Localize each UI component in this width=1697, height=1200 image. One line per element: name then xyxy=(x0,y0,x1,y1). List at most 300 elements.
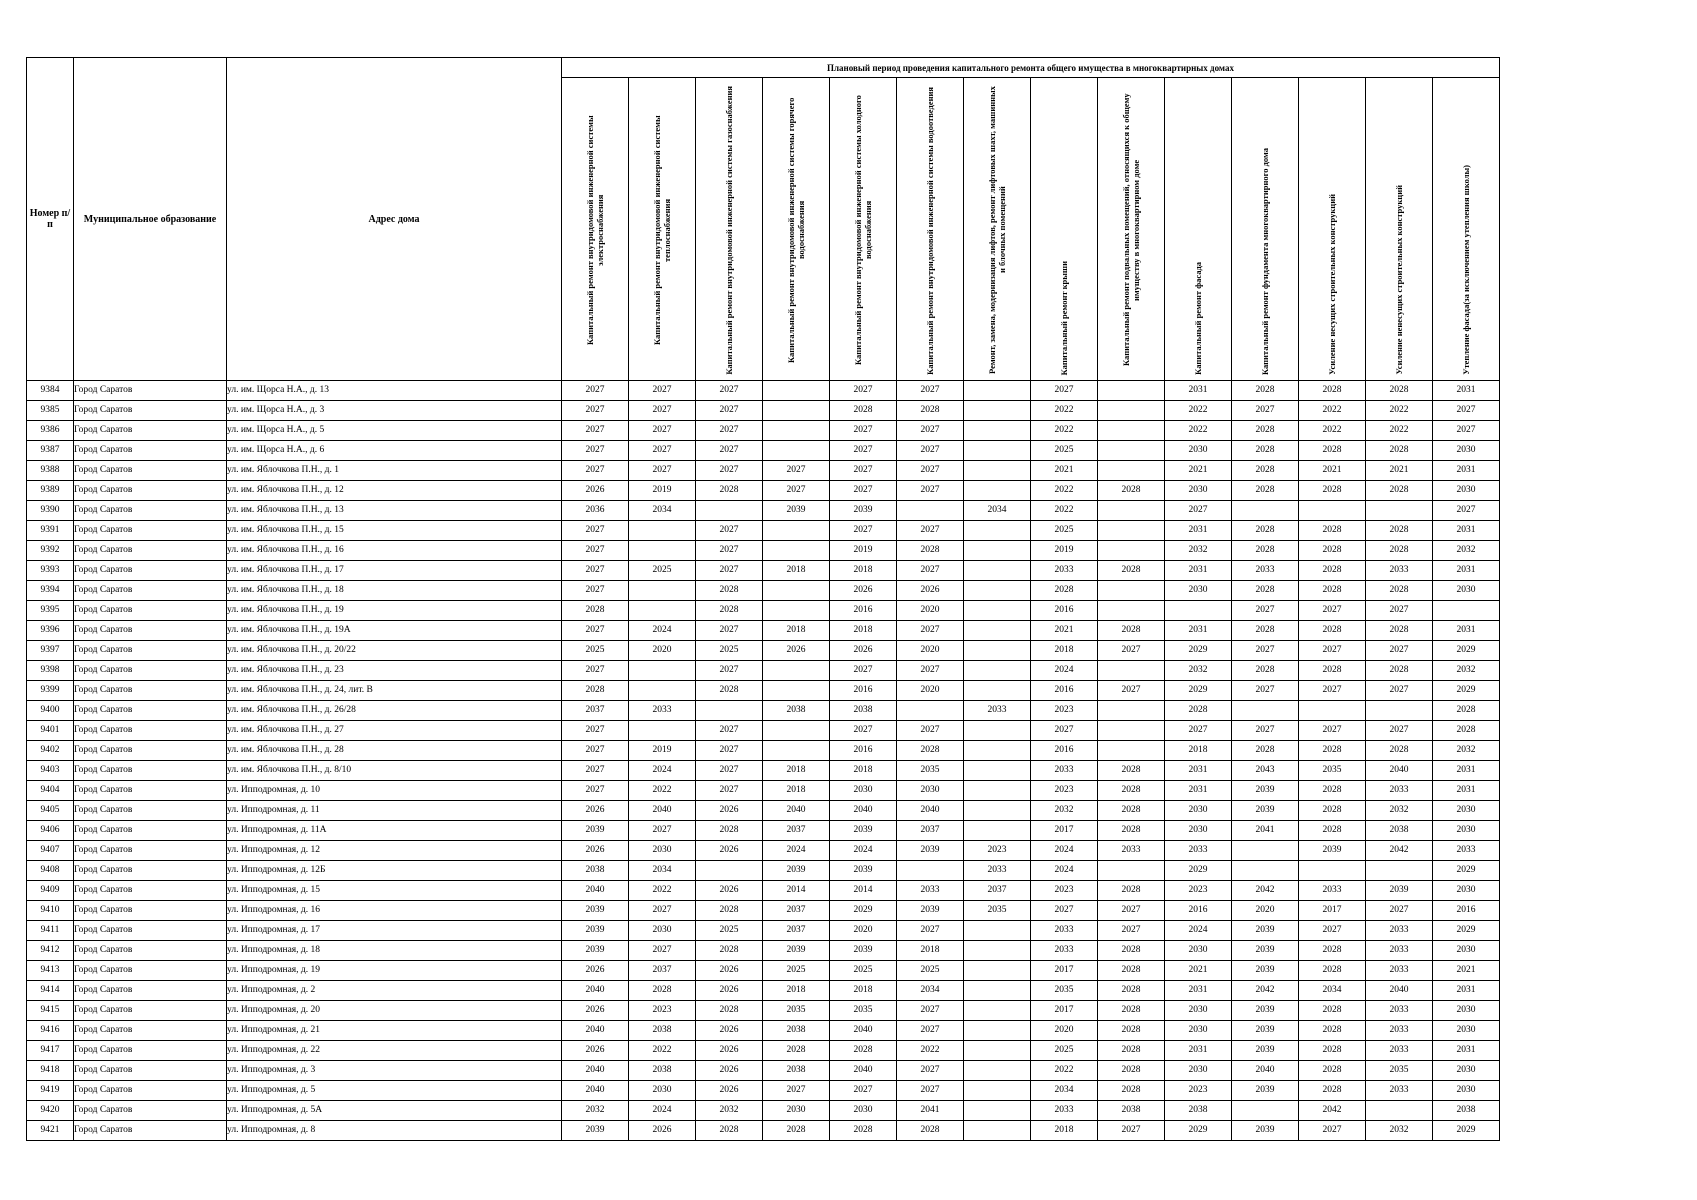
row-year xyxy=(964,721,1031,741)
row-year: 2028 xyxy=(1366,581,1433,601)
header-work-5 xyxy=(830,78,897,381)
row-number: 9412 xyxy=(27,941,74,961)
row-address: ул. им. Яблочкова П.Н., д. 23 xyxy=(227,661,562,681)
row-year: 2037 xyxy=(763,901,830,921)
header-work-label: Усиление несущих строительных конструкций xyxy=(1327,194,1337,375)
row-address: ул. Ипподромная, д. 5А xyxy=(227,1101,562,1121)
row-year: 2026 xyxy=(629,1121,696,1141)
row-year: 2033 xyxy=(1031,1101,1098,1121)
row-municipality: Город Саратов xyxy=(74,741,227,761)
row-year: 2022 xyxy=(629,781,696,801)
row-year: 2028 xyxy=(1165,701,1232,721)
row-year: 2019 xyxy=(629,481,696,501)
row-year: 2031 xyxy=(1165,1041,1232,1061)
row-year: 2042 xyxy=(1232,881,1299,901)
row-number: 9389 xyxy=(27,481,74,501)
row-year: 2027 xyxy=(897,1081,964,1101)
row-year: 2027 xyxy=(1299,921,1366,941)
row-year xyxy=(1366,501,1433,521)
row-year: 2040 xyxy=(897,801,964,821)
row-year xyxy=(964,981,1031,1001)
row-year: 2030 xyxy=(1165,1021,1232,1041)
table-row xyxy=(27,861,1500,881)
row-year: 2031 xyxy=(1433,981,1500,1001)
row-year: 2033 xyxy=(1433,841,1500,861)
row-year: 2028 xyxy=(696,1121,763,1141)
row-year: 2027 xyxy=(1366,721,1433,741)
header-work-label: Капитальный ремонт фасада xyxy=(1193,262,1203,375)
row-year: 2028 xyxy=(1098,781,1165,801)
row-year: 2028 xyxy=(1299,661,1366,681)
row-address: ул. Ипподромная, д. 8 xyxy=(227,1121,562,1141)
table-row xyxy=(27,661,1500,681)
row-year: 2027 xyxy=(696,721,763,741)
row-year: 2028 xyxy=(1098,941,1165,961)
row-year: 2028 xyxy=(1299,801,1366,821)
row-number: 9384 xyxy=(27,381,74,401)
row-year: 2030 xyxy=(1165,1061,1232,1081)
header-work-4 xyxy=(763,78,830,381)
row-year xyxy=(1232,841,1299,861)
row-year: 2026 xyxy=(830,641,897,661)
row-year xyxy=(1098,741,1165,761)
row-year: 2028 xyxy=(1299,1061,1366,1081)
row-year: 2033 xyxy=(1366,1081,1433,1101)
row-year: 2038 xyxy=(763,1061,830,1081)
header-work-2 xyxy=(629,78,696,381)
row-year: 2042 xyxy=(1366,841,1433,861)
table-row xyxy=(27,841,1500,861)
row-year: 2033 xyxy=(1031,561,1098,581)
row-year: 2027 xyxy=(1299,601,1366,621)
row-year: 2017 xyxy=(1031,1001,1098,1021)
row-year xyxy=(629,721,696,741)
table-row xyxy=(27,741,1500,761)
row-year: 2039 xyxy=(1232,1121,1299,1141)
row-year: 2027 xyxy=(897,621,964,641)
row-year: 2031 xyxy=(1165,621,1232,641)
row-year: 2028 xyxy=(1232,541,1299,561)
table-row xyxy=(27,441,1500,461)
row-year: 2029 xyxy=(1165,681,1232,701)
row-number: 9408 xyxy=(27,861,74,881)
row-year: 2018 xyxy=(830,621,897,641)
row-year: 2022 xyxy=(1031,481,1098,501)
row-year: 2031 xyxy=(1433,1041,1500,1061)
row-year xyxy=(1098,501,1165,521)
row-year: 2024 xyxy=(629,621,696,641)
row-year: 2027 xyxy=(562,521,629,541)
row-address: ул. им. Щорса Н.А., д. 3 xyxy=(227,401,562,421)
row-year: 2028 xyxy=(1299,941,1366,961)
header-work-9 xyxy=(1098,78,1165,381)
row-number: 9406 xyxy=(27,821,74,841)
row-year: 2028 xyxy=(1098,1041,1165,1061)
row-year: 2024 xyxy=(830,841,897,861)
table-row xyxy=(27,601,1500,621)
row-year: 2035 xyxy=(1366,1061,1433,1081)
row-address: ул. Ипподромная, д. 22 xyxy=(227,1041,562,1061)
row-year: 2027 xyxy=(897,381,964,401)
row-year: 2039 xyxy=(763,501,830,521)
row-year: 2028 xyxy=(897,541,964,561)
table-row xyxy=(27,921,1500,941)
capital-repair-table xyxy=(26,57,1500,1141)
row-year xyxy=(1098,401,1165,421)
table-row xyxy=(27,801,1500,821)
row-year: 2035 xyxy=(763,1001,830,1021)
row-year: 2027 xyxy=(1232,681,1299,701)
header-work-label: Утепление фасада(за исключением утепления школы) xyxy=(1461,165,1471,375)
row-year: 2027 xyxy=(830,721,897,741)
row-number: 9393 xyxy=(27,561,74,581)
row-year: 2018 xyxy=(897,941,964,961)
row-year xyxy=(964,681,1031,701)
row-year xyxy=(763,581,830,601)
row-address: ул. Ипподромная, д. 19 xyxy=(227,961,562,981)
row-number: 9411 xyxy=(27,921,74,941)
row-year: 2027 xyxy=(897,721,964,741)
row-address: ул. Ипподромная, д. 11 xyxy=(227,801,562,821)
row-year: 2033 xyxy=(1366,941,1433,961)
row-year: 2027 xyxy=(1366,641,1433,661)
row-year: 2033 xyxy=(1366,561,1433,581)
row-year: 2031 xyxy=(1433,781,1500,801)
row-year: 2025 xyxy=(629,561,696,581)
row-year xyxy=(964,421,1031,441)
row-year xyxy=(1098,721,1165,741)
row-address: ул. Ипподромная, д. 12 xyxy=(227,841,562,861)
row-year: 2032 xyxy=(696,1101,763,1121)
row-year: 2025 xyxy=(1031,441,1098,461)
row-year: 2033 xyxy=(1299,881,1366,901)
row-year xyxy=(964,961,1031,981)
table-row xyxy=(27,401,1500,421)
row-year: 2030 xyxy=(1165,1001,1232,1021)
row-year: 2031 xyxy=(1165,781,1232,801)
row-year: 2039 xyxy=(1232,961,1299,981)
header-work-label: Капитальный ремонт внутридомовой инженерной системы электроснабжения xyxy=(585,115,605,345)
row-year: 2039 xyxy=(830,861,897,881)
row-year: 2028 xyxy=(1299,961,1366,981)
row-year: 2029 xyxy=(1165,861,1232,881)
table-row xyxy=(27,461,1500,481)
row-year: 2028 xyxy=(696,901,763,921)
row-year: 2033 xyxy=(1165,841,1232,861)
row-year: 2038 xyxy=(1098,1101,1165,1121)
row-year: 2030 xyxy=(1433,581,1500,601)
row-address: ул. им. Яблочкова П.Н., д. 20/22 xyxy=(227,641,562,661)
row-year: 2039 xyxy=(897,841,964,861)
row-year xyxy=(763,661,830,681)
row-year: 2028 xyxy=(763,1041,830,1061)
row-year: 2030 xyxy=(629,1081,696,1101)
row-year: 2033 xyxy=(629,701,696,721)
row-year xyxy=(964,541,1031,561)
row-year: 2041 xyxy=(897,1101,964,1121)
row-year: 2026 xyxy=(562,961,629,981)
row-municipality: Город Саратов xyxy=(74,1081,227,1101)
row-year: 2043 xyxy=(1232,761,1299,781)
row-number: 9410 xyxy=(27,901,74,921)
row-year: 2021 xyxy=(1031,461,1098,481)
row-year: 2025 xyxy=(1031,1041,1098,1061)
row-number: 9402 xyxy=(27,741,74,761)
row-year: 2034 xyxy=(897,981,964,1001)
row-year: 2026 xyxy=(562,481,629,501)
row-year: 2027 xyxy=(696,401,763,421)
row-year: 2025 xyxy=(696,921,763,941)
row-number: 9405 xyxy=(27,801,74,821)
row-year: 2031 xyxy=(1433,621,1500,641)
row-year: 2028 xyxy=(1098,961,1165,981)
row-year: 2027 xyxy=(696,561,763,581)
row-year: 2039 xyxy=(1232,1081,1299,1101)
row-year: 2027 xyxy=(897,921,964,941)
row-year: 2027 xyxy=(696,621,763,641)
row-year: 2018 xyxy=(830,981,897,1001)
row-year: 2025 xyxy=(1031,521,1098,541)
row-address: ул. им. Яблочкова П.Н., д. 1 xyxy=(227,461,562,481)
row-year: 2027 xyxy=(562,441,629,461)
row-year xyxy=(1366,1101,1433,1121)
row-year xyxy=(897,701,964,721)
row-year: 2028 xyxy=(1232,381,1299,401)
row-year: 2016 xyxy=(1031,601,1098,621)
row-year: 2035 xyxy=(1031,981,1098,1001)
row-address: ул. им. Яблочкова П.Н., д. 18 xyxy=(227,581,562,601)
row-year xyxy=(763,421,830,441)
row-year: 2025 xyxy=(562,641,629,661)
row-year xyxy=(897,501,964,521)
row-year: 2027 xyxy=(1366,601,1433,621)
row-year xyxy=(1098,441,1165,461)
row-year xyxy=(1165,601,1232,621)
row-year: 2022 xyxy=(1299,401,1366,421)
header-work-12 xyxy=(1299,78,1366,381)
row-year: 2038 xyxy=(629,1061,696,1081)
row-year: 2040 xyxy=(830,1021,897,1041)
row-year xyxy=(763,741,830,761)
row-year xyxy=(629,521,696,541)
row-year: 2030 xyxy=(763,1101,830,1121)
row-year: 2028 xyxy=(897,741,964,761)
row-year: 2022 xyxy=(1031,1061,1098,1081)
row-address: ул. Ипподромная, д. 17 xyxy=(227,921,562,941)
row-municipality: Город Саратов xyxy=(74,381,227,401)
row-address: ул. Ипподромная, д. 18 xyxy=(227,941,562,961)
row-year: 2027 xyxy=(1031,721,1098,741)
row-year: 2027 xyxy=(897,1001,964,1021)
row-year: 2027 xyxy=(562,461,629,481)
row-year: 2027 xyxy=(562,741,629,761)
row-year: 2040 xyxy=(830,1061,897,1081)
row-year: 2031 xyxy=(1433,381,1500,401)
row-year: 2028 xyxy=(696,581,763,601)
row-year: 2023 xyxy=(629,1001,696,1021)
row-address: ул. им. Яблочкова П.Н., д. 27 xyxy=(227,721,562,741)
row-year: 2022 xyxy=(1299,421,1366,441)
row-year: 2027 xyxy=(830,521,897,541)
row-year: 2020 xyxy=(629,641,696,661)
row-year xyxy=(1433,601,1500,621)
row-year: 2042 xyxy=(1232,981,1299,1001)
row-year: 2028 xyxy=(1232,661,1299,681)
row-year: 2026 xyxy=(562,841,629,861)
row-year: 2030 xyxy=(1165,481,1232,501)
header-work-label: Капитальный ремонт подвальных помещений, относящихся к общему имуществу в многоквартирном доме xyxy=(1121,93,1141,367)
row-municipality: Город Саратов xyxy=(74,901,227,921)
row-address: ул. Ипподромная, д. 5 xyxy=(227,1081,562,1101)
row-year xyxy=(1098,601,1165,621)
row-number: 9421 xyxy=(27,1121,74,1141)
row-year: 2031 xyxy=(1433,521,1500,541)
row-year xyxy=(1366,701,1433,721)
row-year: 2016 xyxy=(1031,681,1098,701)
header-work-7 xyxy=(964,78,1031,381)
row-year: 2030 xyxy=(1433,1081,1500,1101)
row-year xyxy=(964,741,1031,761)
row-year: 2028 xyxy=(1299,541,1366,561)
table-row xyxy=(27,961,1500,981)
row-year: 2037 xyxy=(763,921,830,941)
row-year: 2027 xyxy=(629,441,696,461)
header-work-label: Капитальный ремонт внутридомовой инженерной системы горячего водоснабжения xyxy=(786,97,806,363)
row-year xyxy=(964,561,1031,581)
row-year: 2020 xyxy=(897,641,964,661)
row-year: 2039 xyxy=(562,901,629,921)
row-year: 2033 xyxy=(964,861,1031,881)
row-year: 2017 xyxy=(1299,901,1366,921)
row-year: 2040 xyxy=(1366,981,1433,1001)
row-year: 2028 xyxy=(1433,721,1500,741)
row-year: 2028 xyxy=(1299,1021,1366,1041)
row-year: 2028 xyxy=(1232,481,1299,501)
row-year: 2027 xyxy=(696,521,763,541)
row-year: 2028 xyxy=(1098,1081,1165,1101)
row-year xyxy=(763,681,830,701)
row-year: 2030 xyxy=(1165,821,1232,841)
table-row xyxy=(27,1041,1500,1061)
table-row xyxy=(27,1081,1500,1101)
row-year xyxy=(763,541,830,561)
row-year: 2027 xyxy=(1232,641,1299,661)
row-number: 9387 xyxy=(27,441,74,461)
row-year: 2030 xyxy=(1433,801,1500,821)
row-year xyxy=(964,1041,1031,1061)
row-year: 2030 xyxy=(629,921,696,941)
table-row xyxy=(27,641,1500,661)
header-period: Плановый период проведения капитального ремонта общего имущества в многоквартирных домах xyxy=(562,58,1500,78)
row-year: 2027 xyxy=(562,581,629,601)
row-year: 2028 xyxy=(1098,821,1165,841)
table-body xyxy=(27,381,1500,1141)
row-year: 2029 xyxy=(1433,921,1500,941)
row-year: 2027 xyxy=(1232,401,1299,421)
row-year: 2028 xyxy=(1366,741,1433,761)
row-year: 2027 xyxy=(1299,1121,1366,1141)
table-row xyxy=(27,621,1500,641)
row-year: 2027 xyxy=(1299,681,1366,701)
row-year xyxy=(964,941,1031,961)
header-work-10 xyxy=(1165,78,1232,381)
row-year: 2027 xyxy=(1433,401,1500,421)
row-municipality: Город Саратов xyxy=(74,921,227,941)
row-year: 2035 xyxy=(830,1001,897,1021)
row-year: 2028 xyxy=(1098,1061,1165,1081)
row-year xyxy=(964,1101,1031,1121)
row-year: 2027 xyxy=(696,421,763,441)
row-year: 2040 xyxy=(562,1061,629,1081)
row-year xyxy=(1098,701,1165,721)
row-year: 2027 xyxy=(629,941,696,961)
row-number: 9391 xyxy=(27,521,74,541)
row-year: 2028 xyxy=(1098,1001,1165,1021)
row-year: 2040 xyxy=(562,1021,629,1041)
table-row xyxy=(27,881,1500,901)
row-year: 2031 xyxy=(1165,761,1232,781)
row-year xyxy=(696,701,763,721)
row-year: 2027 xyxy=(562,721,629,741)
row-year: 2027 xyxy=(1433,421,1500,441)
row-year: 2039 xyxy=(897,901,964,921)
row-address: ул. им. Яблочкова П.Н., д. 24, лит. В xyxy=(227,681,562,701)
row-year: 2030 xyxy=(629,841,696,861)
row-year xyxy=(763,441,830,461)
row-municipality: Город Саратов xyxy=(74,541,227,561)
row-number: 9388 xyxy=(27,461,74,481)
row-municipality: Город Саратов xyxy=(74,721,227,741)
table-row xyxy=(27,501,1500,521)
row-year: 2039 xyxy=(562,1121,629,1141)
row-municipality: Город Саратов xyxy=(74,881,227,901)
row-year: 2039 xyxy=(1232,1021,1299,1041)
row-year: 2028 xyxy=(1098,761,1165,781)
header-row-top xyxy=(27,58,1500,78)
row-municipality: Город Саратов xyxy=(74,641,227,661)
row-year: 2027 xyxy=(1299,641,1366,661)
row-year: 2041 xyxy=(1232,821,1299,841)
row-year: 2028 xyxy=(1098,481,1165,501)
row-year: 2032 xyxy=(1165,541,1232,561)
row-year: 2028 xyxy=(1299,741,1366,761)
row-year: 2022 xyxy=(1031,401,1098,421)
row-year: 2026 xyxy=(696,881,763,901)
row-address: ул. им. Щорса Н.А., д. 13 xyxy=(227,381,562,401)
row-year: 2026 xyxy=(696,981,763,1001)
row-year: 2030 xyxy=(1165,581,1232,601)
row-municipality: Город Саратов xyxy=(74,781,227,801)
row-year: 2018 xyxy=(830,561,897,581)
header-work-label: Капитальный ремонт внутридомовой инженерной системы водоотведения xyxy=(925,87,935,375)
row-municipality: Город Саратов xyxy=(74,821,227,841)
row-year: 2028 xyxy=(1098,561,1165,581)
row-number: 9390 xyxy=(27,501,74,521)
row-year: 2019 xyxy=(830,541,897,561)
header-work-label: Капитальный ремонт крыши xyxy=(1059,260,1069,375)
row-municipality: Город Саратов xyxy=(74,661,227,681)
row-year: 2028 xyxy=(1299,481,1366,501)
row-year: 2027 xyxy=(897,1061,964,1081)
row-year xyxy=(1299,701,1366,721)
row-year: 2018 xyxy=(763,781,830,801)
row-year: 2024 xyxy=(629,761,696,781)
row-year: 2031 xyxy=(1165,521,1232,541)
row-year: 2029 xyxy=(1433,681,1500,701)
row-municipality: Город Саратов xyxy=(74,761,227,781)
row-year: 2029 xyxy=(1433,1121,1500,1141)
table-row xyxy=(27,381,1500,401)
